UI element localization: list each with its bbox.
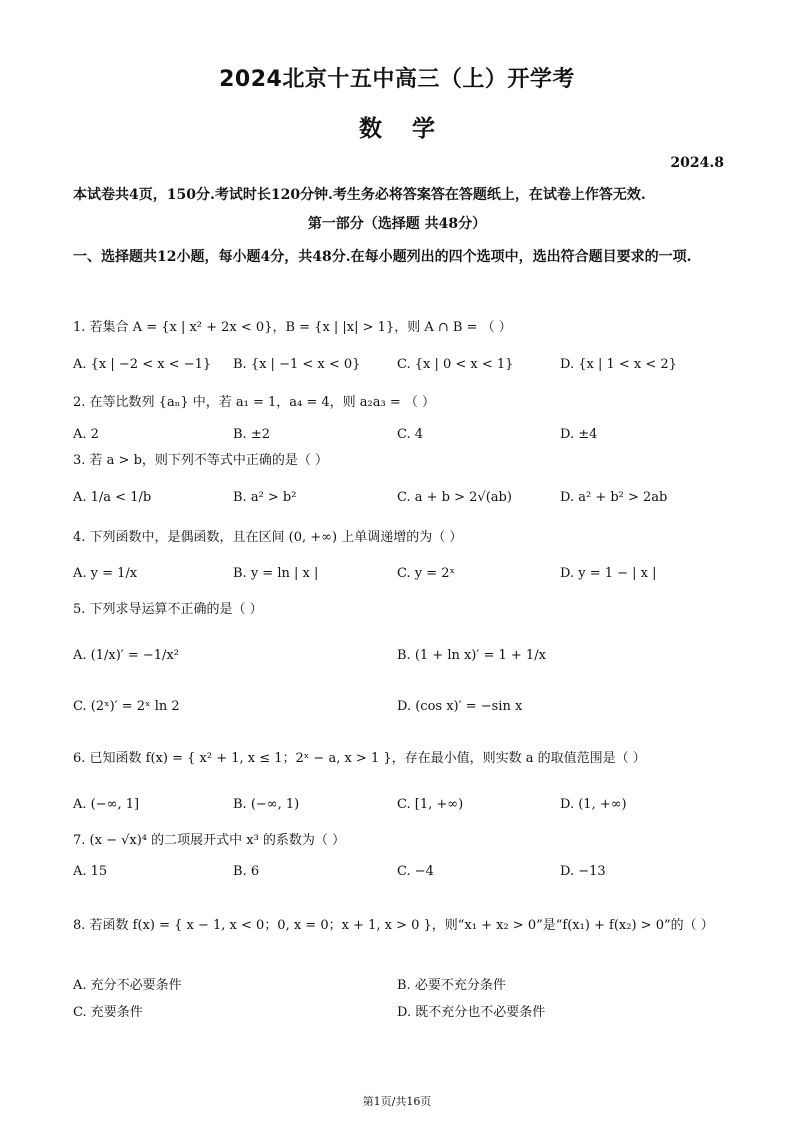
- question-8: 8. 若函数 f(x) = { x − 1, x < 0；0, x = 0；x + 1, x > 0 }，则“x₁ + x₂ > 0”是“f(x₁) + f(x₂) > 0”的（ ）: [73, 918, 714, 933]
- q7-option-a[interactable]: A. 15: [73, 864, 108, 879]
- q8-option-a[interactable]: A. 充分不必要条件: [73, 978, 182, 993]
- q7-option-c[interactable]: C. −4: [397, 864, 434, 879]
- q1-option-a[interactable]: A. {x | −2 < x < −1}: [73, 357, 212, 372]
- q5-option-b[interactable]: B. (1 + ln x)′ = 1 + 1/x: [397, 648, 546, 663]
- q7-option-b[interactable]: B. 6: [233, 864, 260, 879]
- q3-option-d[interactable]: D. a² + b² > 2ab: [560, 490, 668, 505]
- q1-option-c[interactable]: C. {x | 0 < x < 1}: [397, 357, 514, 372]
- q5-option-c[interactable]: C. (2ˣ)′ = 2ˣ ln 2: [73, 699, 180, 714]
- q8-option-d[interactable]: D. 既不充分也不必要条件: [397, 1005, 546, 1020]
- question-1: 1. 若集合 A = {x | x² + 2x < 0}，B = {x | |x| > 1}，则 A ∩ B = （ ）: [73, 320, 512, 335]
- q4-option-c[interactable]: C. y = 2ˣ: [397, 566, 456, 581]
- part-heading: 第一部分（选择题 共48分）: [307, 216, 487, 232]
- q6-option-b[interactable]: B. (−∞, 1): [233, 797, 300, 812]
- q1-option-b[interactable]: B. {x | −1 < x < 0}: [233, 357, 361, 372]
- q7-option-d[interactable]: D. −13: [560, 864, 606, 879]
- q1-option-d[interactable]: D. {x | 1 < x < 2}: [560, 357, 677, 372]
- question-6: 6. 已知函数 f(x) = { x² + 1, x ≤ 1；2ˣ − a, x > 1 }，存在最小值，则实数 a 的取值范围是（ ）: [73, 751, 646, 766]
- q4-option-a[interactable]: A. y = 1/x: [73, 566, 138, 581]
- q8-option-b[interactable]: B. 必要不充分条件: [397, 978, 506, 993]
- q4-option-d[interactable]: D. y = 1 − | x |: [560, 566, 657, 581]
- q3-option-a[interactable]: A. 1/a < 1/b: [73, 490, 152, 505]
- exam-date: 2024.8: [670, 155, 724, 171]
- question-3: 3. 若 a > b，则下列不等式中正确的是（ ）: [73, 453, 329, 468]
- question-7: 7. (x − √x)⁴ 的二项展开式中 x³ 的系数为（ ）: [73, 833, 346, 848]
- q8-option-c[interactable]: C. 充要条件: [73, 1005, 143, 1020]
- q5-option-d[interactable]: D. (cos x)′ = −sin x: [397, 699, 523, 714]
- exam-title: 2024北京十五中高三（上）开学考: [219, 67, 575, 92]
- q4-option-b[interactable]: B. y = ln | x |: [233, 566, 319, 581]
- exam-notice: 本试卷共4页，150分.考试时长120分钟.考生务必将答案答在答题纸上，在试卷上作答无效.: [73, 187, 646, 203]
- question-4: 4. 下列函数中，是偶函数，且在区间 (0, +∞) 上单调递增的为（ ）: [73, 530, 463, 545]
- subject-title: 数学: [359, 116, 465, 142]
- q6-option-c[interactable]: C. [1, +∞): [397, 797, 464, 812]
- q2-option-c[interactable]: C. 4: [397, 427, 424, 442]
- section-instructions: 一、选择题共12小题，每小题4分，共48分.在每小题列出的四个选项中，选出符合题目要求的一项.: [73, 249, 692, 265]
- page-number: 第1页/共16页: [362, 1095, 432, 1108]
- q2-option-a[interactable]: A. 2: [73, 427, 99, 442]
- q2-option-d[interactable]: D. ±4: [560, 427, 598, 442]
- q6-option-d[interactable]: D. (1, +∞): [560, 797, 627, 812]
- q6-option-a[interactable]: A. (−∞, 1]: [73, 797, 140, 812]
- q5-option-a[interactable]: A. (1/x)′ = −1/x²: [73, 648, 179, 663]
- question-5: 5. 下列求导运算不正确的是（ ）: [73, 602, 263, 617]
- q3-option-c[interactable]: C. a + b > 2√(ab): [397, 490, 512, 505]
- q3-option-b[interactable]: B. a² > b²: [233, 490, 297, 505]
- question-2: 2. 在等比数列 {aₙ} 中，若 a₁ = 1，a₄ = 4，则 a₂a₃ = （ ）: [73, 395, 435, 410]
- q2-option-b[interactable]: B. ±2: [233, 427, 270, 442]
